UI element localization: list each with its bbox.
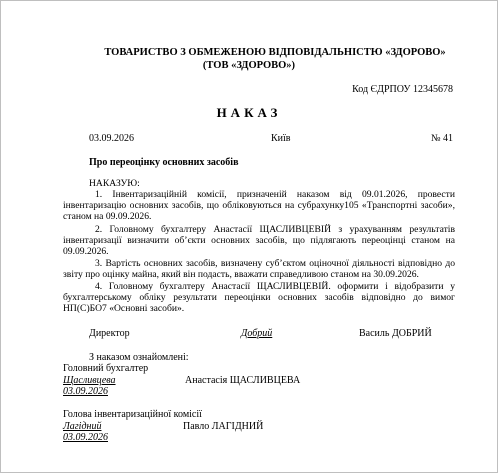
order-paragraph-1: 1. Інвентаризаційній комісії, призначеній наказом від 09.01.2026, провести інвентаризацію основних засобів, що обліковуються на субрахунку105 «Транспортні засоби», станом на 09.09.2026. [63,189,455,222]
document-title: НАКАЗ [216,105,282,120]
order-city: Київ [271,133,291,144]
commission-head-name: Павло ЛАГІДНИЙ [183,421,264,432]
accountant-sign-date: 03.09.2026 [63,386,108,397]
acknowledgement-heading: З наказом ознайомлені: [89,352,189,363]
commission-head-role: Голова інвентаризаційної комісії [63,409,202,420]
accountant-name: Анастасія ЩАСЛИВЦЕВА [185,375,301,386]
director-role: Директор [89,328,130,339]
commission-head-signature: Лагідний [63,421,102,432]
organization-name: ТОВАРИСТВО З ОБМЕЖЕНОЮ ВІДПОВІДАЛЬНІСТЮ «ЗДОРОВО» [104,47,446,58]
order-date: 03.09.2026 [89,133,134,144]
organization-short-name: (ТОВ «ЗДОРОВО») [202,60,296,71]
order-number: № 41 [430,133,453,144]
order-paragraph-2: 2. Головному бухгалтеру Анастасії ЩАСЛИВЦЕВІЙ з урахуванням результатів інвентаризації визначити об’єкти основних засобів, що підлягають переоцінці станом на 09.09.2026. [63,224,455,257]
director-name: Василь ДОБРИЙ [359,328,432,339]
edrpou-code: Код ЄДРПОУ 12345678 [352,84,453,95]
order-word: НАКАЗУЮ: [89,178,140,189]
director-signature: Добрий [241,328,273,339]
commission-head-sign-date: 03.09.2026 [63,432,108,443]
accountant-role: Головний бухгалтер [63,363,149,374]
order-paragraph-3: 3. Вартість основних засобів, визначену суб’єктом оціночної діяльності відповідно до звіту про оцінку майна, який він подасть, вважати справедливою станом на 30.09.2026. [63,258,455,280]
order-paragraph-4: 4. Головному бухгалтеру Анастасії ЩАСЛИВЦЕВІЙ. оформити і відобразити у бухгалтерському обліку результати переоцінки основних засобів відповідно до вимог НП(С)БО7 «Основні засоби». [63,281,455,314]
order-subject: Про переоцінку основних засобів [89,157,239,168]
accountant-signature: Щасливцева [63,375,116,386]
